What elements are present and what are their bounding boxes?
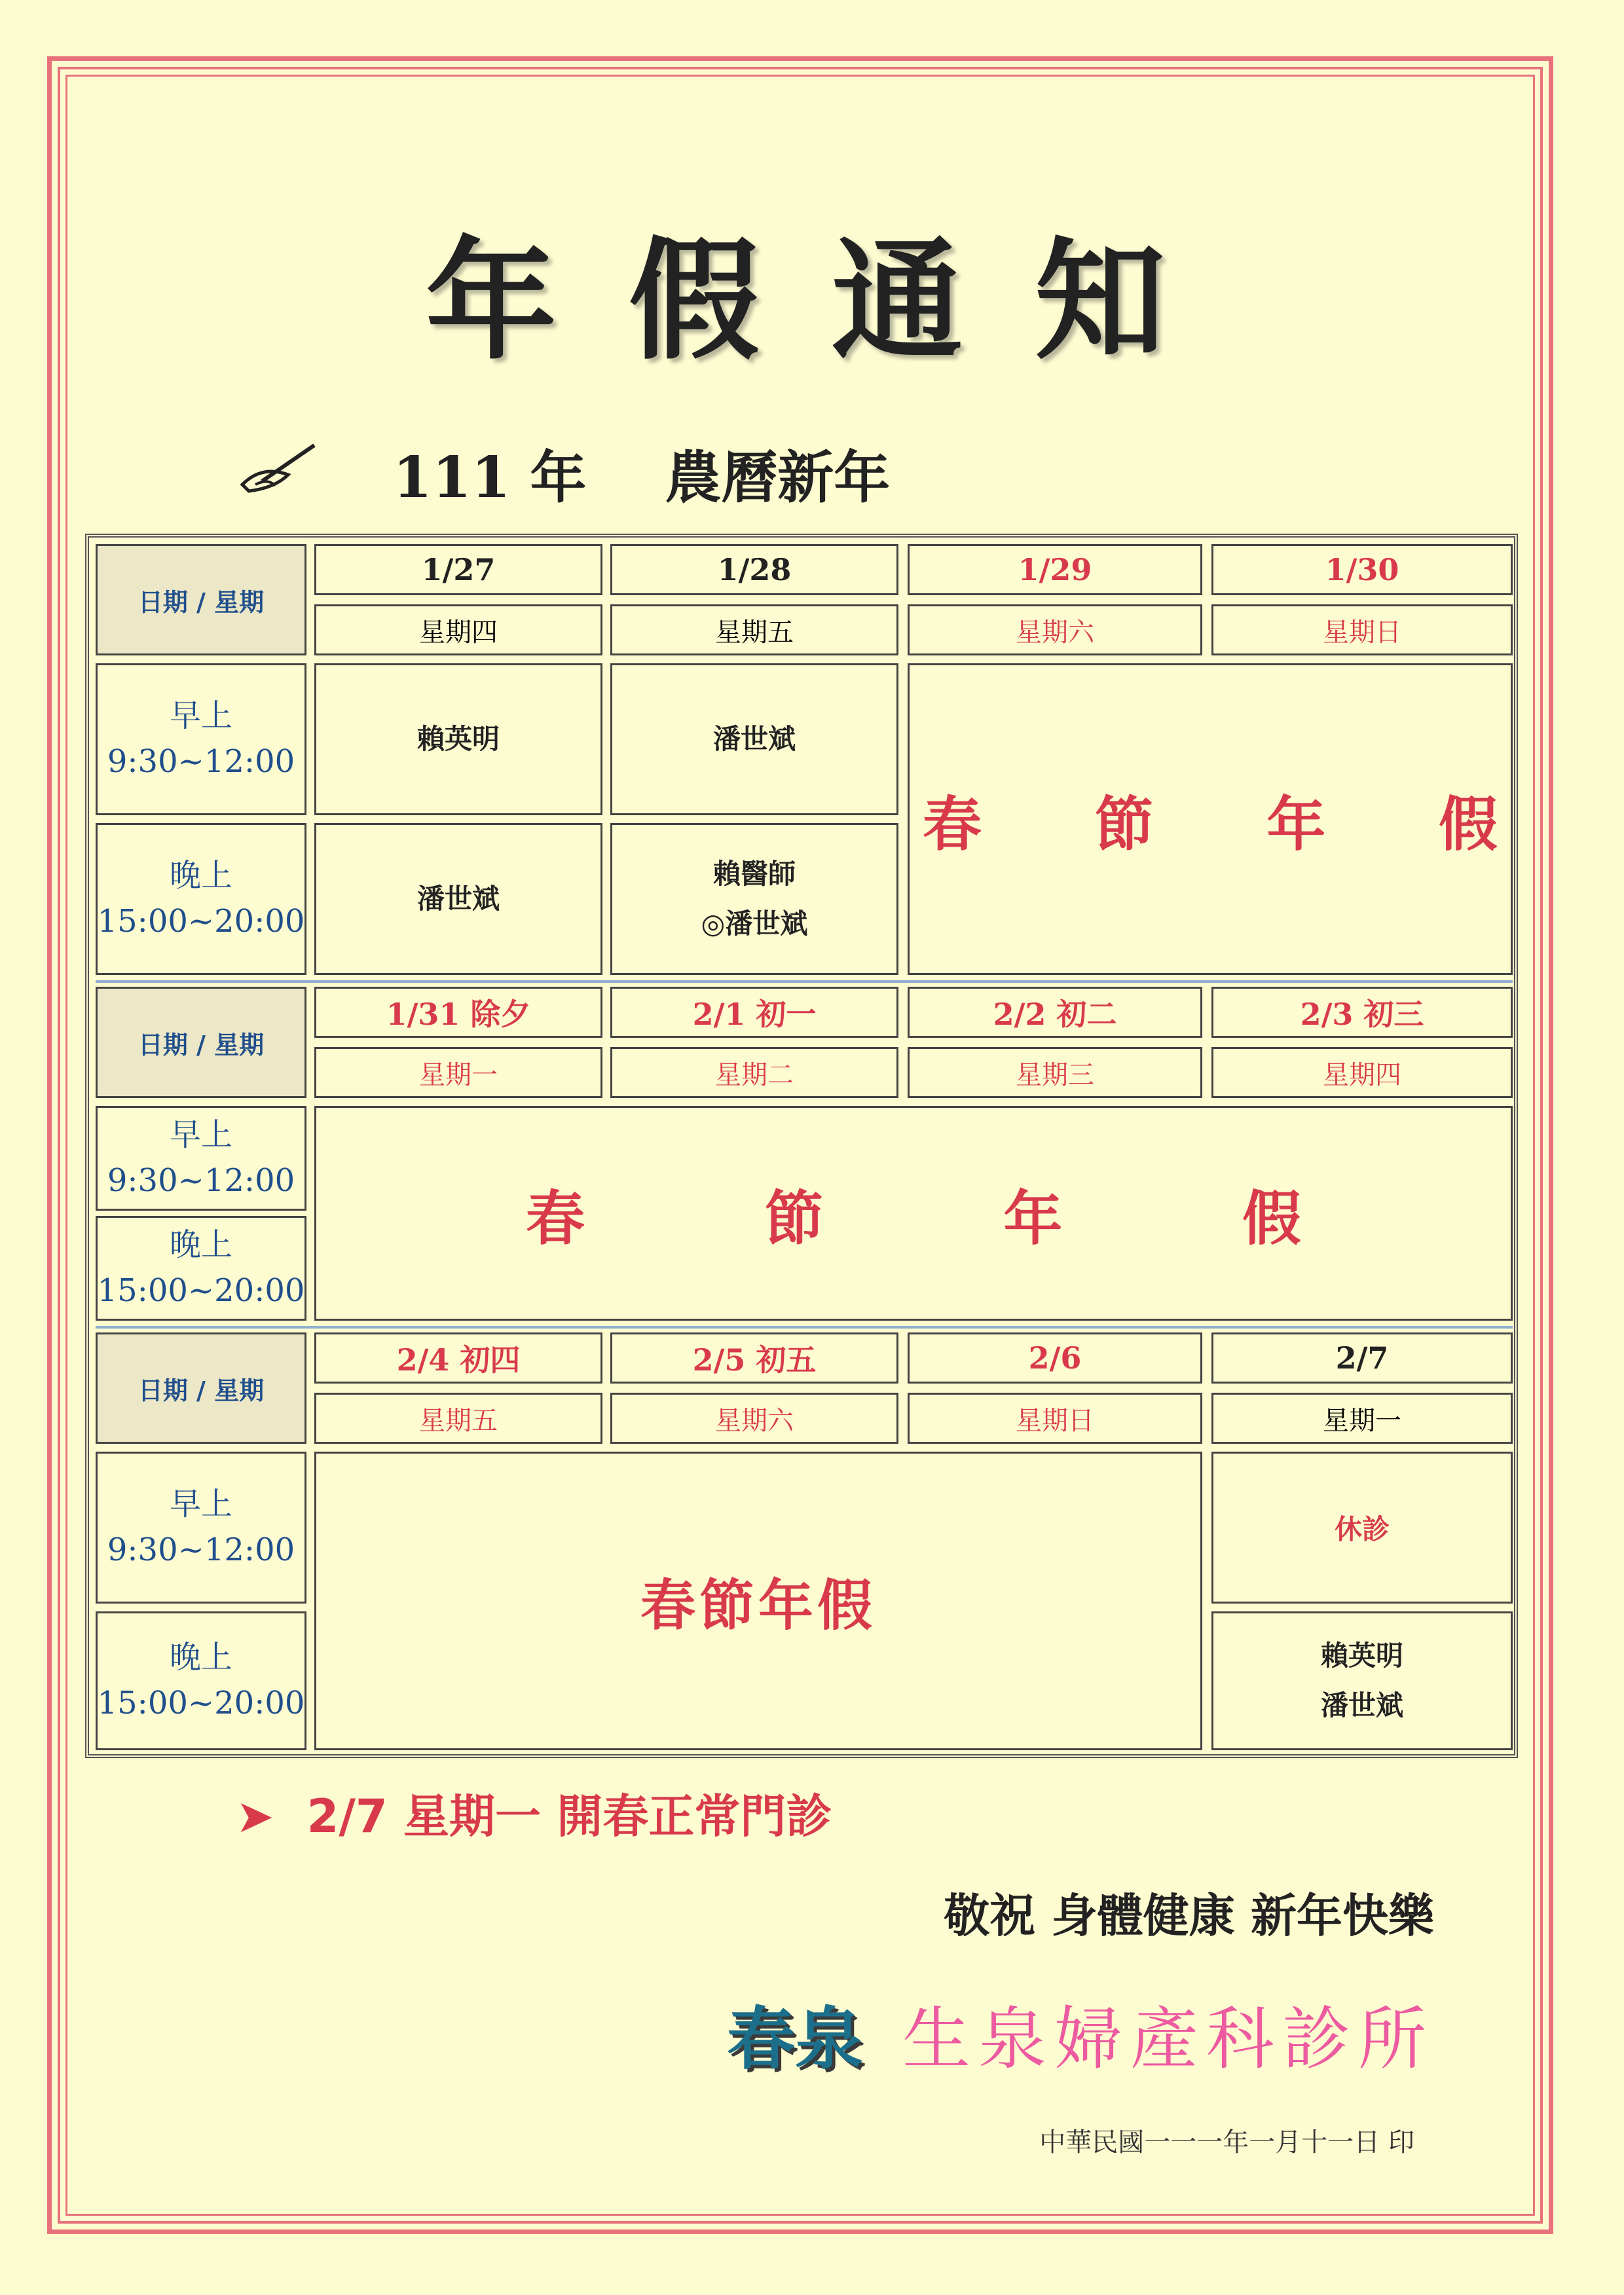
morning-slot: 早上 9:30~12:00 xyxy=(96,1452,306,1604)
holiday-char: 假 xyxy=(1242,1184,1301,1253)
evening-slot: 晚上 15:00~20:00 xyxy=(96,1216,306,1321)
schedule-table xyxy=(85,534,1518,1758)
holiday-char: 春 xyxy=(923,790,982,859)
date-cell: 2/5 初五 xyxy=(610,1332,898,1384)
evening-slot: 晚上 15:00~20:00 xyxy=(96,1611,306,1750)
date-cell: 2/2 初二 xyxy=(908,987,1202,1038)
weekday-cell: 星期日 xyxy=(1211,604,1513,655)
weekday-cell: 星期五 xyxy=(610,604,898,655)
print-date: 中華民國一一一年一月十一日 印 xyxy=(1039,2127,1414,2157)
weekday-cell: 星期五 xyxy=(314,1393,602,1444)
divider xyxy=(96,1326,1513,1329)
doctor-cell: 賴醫師 ◎潘世斌 xyxy=(610,823,898,975)
doctor-cell: 潘世斌 xyxy=(314,823,602,975)
holiday-char: 假 xyxy=(1438,790,1498,859)
weekday-cell: 星期六 xyxy=(610,1393,898,1444)
evening-slot: 晚上 15:00~20:00 xyxy=(96,823,306,975)
date-cell: 1/30 xyxy=(1211,544,1513,595)
clinic-logo: 春泉 xyxy=(726,1998,863,2079)
holiday-char: 節 xyxy=(1094,790,1154,859)
weekday-cell: 星期四 xyxy=(314,604,602,655)
date-cell: 2/4 初四 xyxy=(314,1332,602,1384)
date-cell: 1/31 除夕 xyxy=(314,987,602,1038)
weekday-cell: 星期二 xyxy=(610,1047,898,1098)
date-cell: 2/1 初一 xyxy=(610,987,898,1038)
greeting: 敬祝 身體健康 新年快樂 xyxy=(944,1889,1434,1943)
holiday-text xyxy=(526,1171,1301,1256)
subtitle: 111 年 農曆新年 xyxy=(393,445,891,511)
holiday-char: 年 xyxy=(1266,790,1326,859)
holiday-block xyxy=(314,1106,1513,1321)
date-cell: 2/7 xyxy=(1211,1332,1513,1384)
weekday-cell: 星期三 xyxy=(908,1047,1202,1098)
page-title: 年假通知 xyxy=(425,224,1238,378)
weekday-cell: 星期一 xyxy=(1211,1393,1513,1444)
morning-slot: 早上 9:30~12:00 xyxy=(96,1106,306,1211)
doctor-cell: 潘世斌 xyxy=(610,663,898,815)
date-cell: 1/28 xyxy=(610,544,898,595)
doctor-cell: 賴英明 潘世斌 xyxy=(1211,1611,1513,1750)
clinic-signature xyxy=(727,1984,1434,2082)
date-cell: 2/6 xyxy=(908,1332,1202,1384)
header-label: 日期 / 星期 xyxy=(96,1332,306,1444)
reopen-note: ➤ 2/7 星期一 開春正常門診 xyxy=(236,1790,832,1843)
holiday-block xyxy=(908,663,1513,975)
holiday-char: 節 xyxy=(764,1184,824,1253)
weekday-cell: 星期四 xyxy=(1211,1047,1513,1098)
holiday-char: 年 xyxy=(1003,1184,1063,1253)
weekday-cell: 星期六 xyxy=(908,604,1202,655)
weekday-cell: 星期日 xyxy=(908,1393,1202,1444)
arrow-bullet-icon: ➤ xyxy=(236,1790,274,1843)
divider xyxy=(96,980,1513,983)
holiday-char: 春 xyxy=(526,1184,585,1253)
holiday-text xyxy=(923,777,1498,862)
date-cell: 1/29 xyxy=(908,544,1202,595)
morning-slot: 早上 9:30~12:00 xyxy=(96,663,306,815)
header-label: 日期 / 星期 xyxy=(96,987,306,1098)
doctor-cell: 賴英明 xyxy=(314,663,602,815)
clinic-name: 生泉婦產科診所 xyxy=(902,1999,1434,2079)
date-cell: 1/27 xyxy=(314,544,602,595)
date-cell: 2/3 初三 xyxy=(1211,987,1513,1038)
header-label: 日期 / 星期 xyxy=(96,544,306,655)
holiday-block: 春節年假 xyxy=(314,1452,1202,1750)
closed-cell: 休診 xyxy=(1211,1452,1513,1604)
weekday-cell: 星期一 xyxy=(314,1047,602,1098)
pen-writing-icon xyxy=(236,439,321,498)
